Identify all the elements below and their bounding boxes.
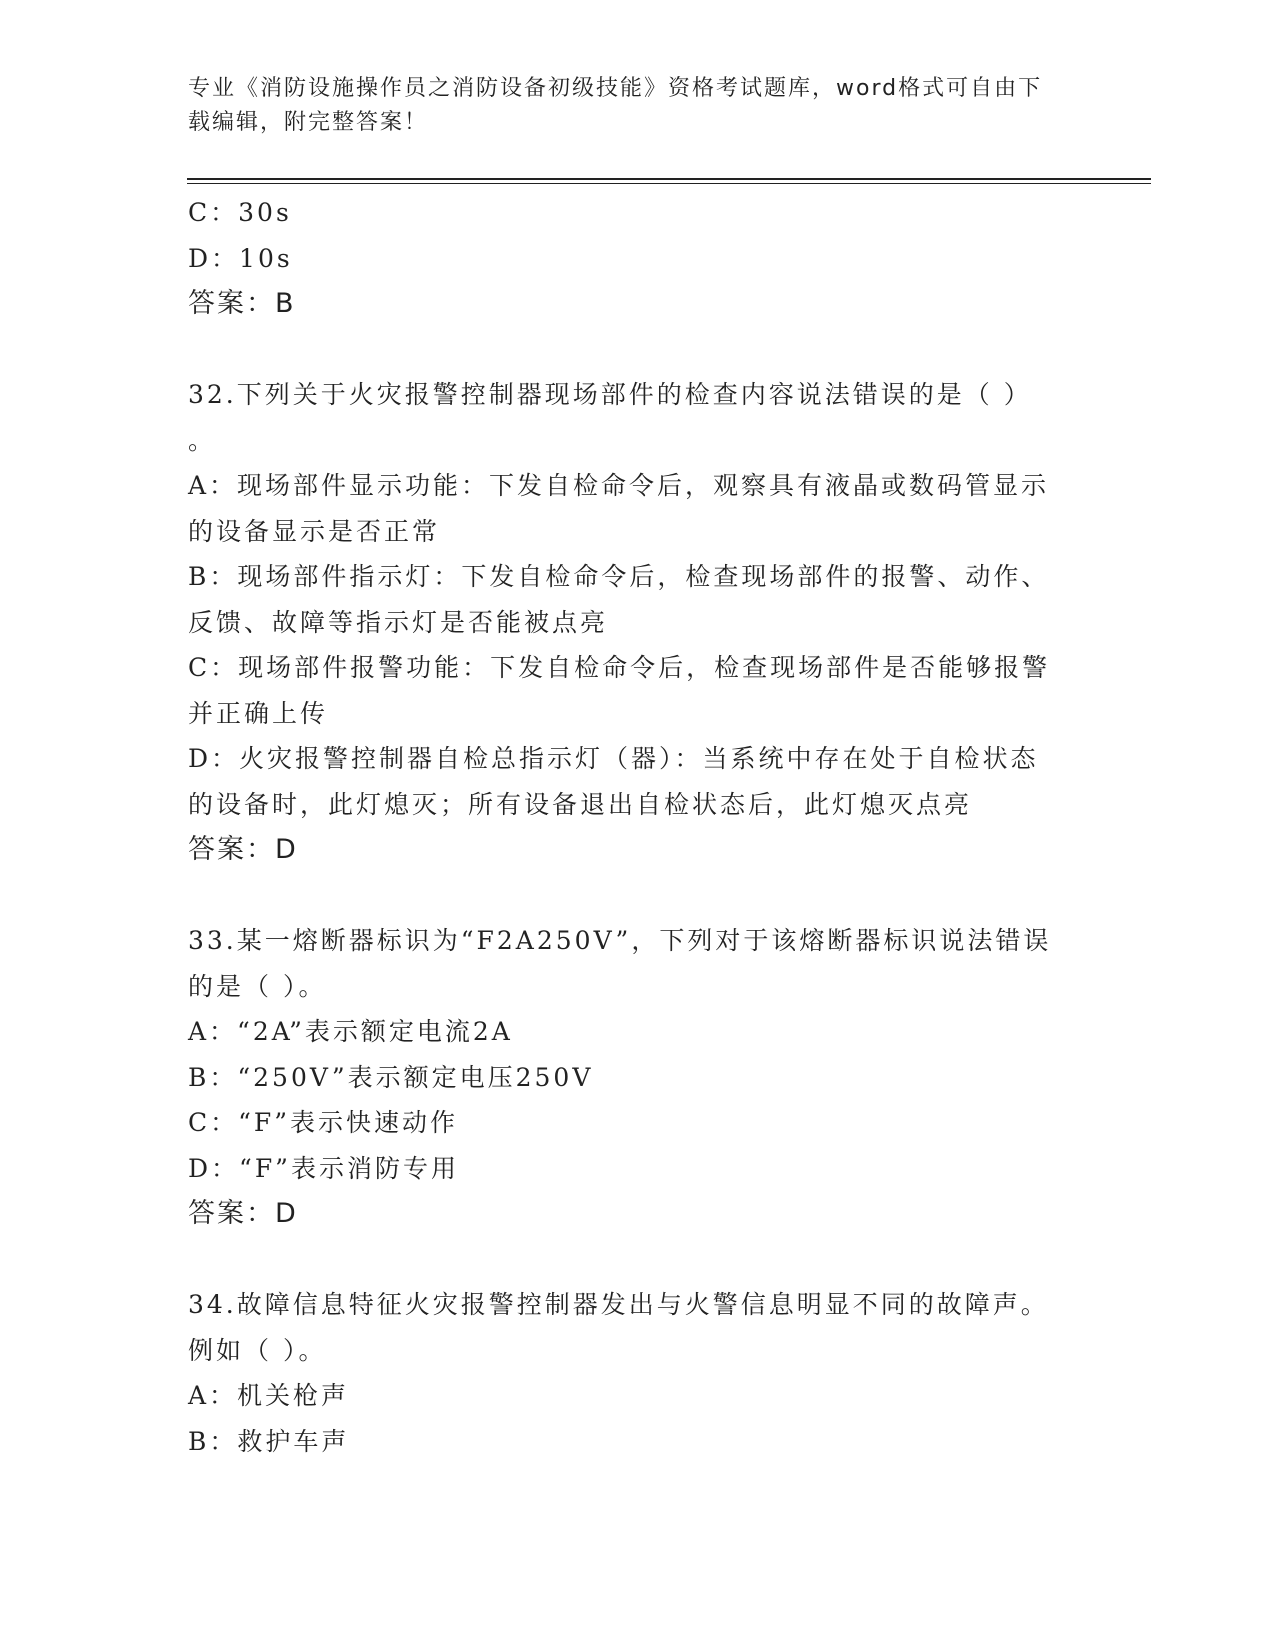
header-line-2: 载编辑，附完整答案！ bbox=[188, 110, 429, 135]
question-stem-line: 的是（ ）。 bbox=[188, 971, 327, 1001]
question-stem-line: 33.某一熔断器标识为“F2A250V”，下列对于该熔断器标识说法错误 bbox=[188, 926, 1052, 955]
question-34 bbox=[188, 1282, 1088, 1464]
question-stem-line: 32.下列关于火灾报警控制器现场部件的检查内容说法错误的是（ ） bbox=[188, 380, 1032, 409]
question-content bbox=[188, 190, 1088, 1464]
option-line: D：“F”表示消防专用 bbox=[188, 1153, 459, 1183]
option-line: C：30s bbox=[188, 198, 292, 227]
option-line: 并正确上传 bbox=[188, 698, 329, 728]
option-line: B：“250V”表示额定电压250V bbox=[188, 1062, 594, 1092]
option-line: 的设备显示是否正常 bbox=[188, 516, 441, 546]
option-line: C：“F”表示快速动作 bbox=[188, 1108, 459, 1137]
option-line: C：现场部件报警功能：下发自检命令后，检查现场部件是否能够报警 bbox=[188, 653, 1051, 682]
question-spacer bbox=[188, 873, 1088, 919]
option-line: 反馈、故障等指示灯是否能被点亮 bbox=[188, 607, 609, 637]
question-spacer bbox=[188, 327, 1088, 373]
header-divider-thick bbox=[187, 178, 1151, 180]
question-spacer bbox=[188, 1237, 1088, 1283]
question-33 bbox=[188, 918, 1088, 1237]
answer-line: 答案：D bbox=[188, 834, 298, 865]
question-32 bbox=[188, 372, 1088, 873]
option-line: A：“2A”表示额定电流2A bbox=[188, 1017, 513, 1046]
document-header bbox=[188, 72, 1088, 140]
answer-line: 答案：D bbox=[188, 1198, 298, 1229]
option-line: 的设备时，此灯熄灭；所有设备退出自检状态后，此灯熄灭点亮 bbox=[188, 789, 973, 819]
option-line: D：10s bbox=[188, 243, 293, 273]
header-line-1: 专业《消防设施操作员之消防设备初级技能》资格考试题库，word格式可自由下 bbox=[188, 76, 1043, 101]
option-line: B：现场部件指示灯：下发自检命令后，检查现场部件的报警、动作、 bbox=[188, 562, 1050, 591]
option-line: A：现场部件显示功能：下发自检命令后，观察具有液晶或数码管显示 bbox=[188, 471, 1050, 500]
answer-line: 答案：B bbox=[188, 288, 296, 319]
question-stem-line: 。 bbox=[188, 425, 217, 455]
question-31-continued bbox=[188, 190, 1088, 327]
option-line: D：火灾报警控制器自检总指示灯（器）：当系统中存在处于自检状态 bbox=[188, 744, 1039, 773]
question-stem-line: 例如（ ）。 bbox=[188, 1335, 327, 1365]
option-line: A：机关枪声 bbox=[188, 1381, 350, 1410]
header-divider-thin bbox=[187, 183, 1151, 184]
question-stem-line: 34.故障信息特征火灾报警控制器发出与火警信息明显不同的故障声。 bbox=[188, 1290, 1049, 1319]
option-line: B：救护车声 bbox=[188, 1426, 350, 1456]
